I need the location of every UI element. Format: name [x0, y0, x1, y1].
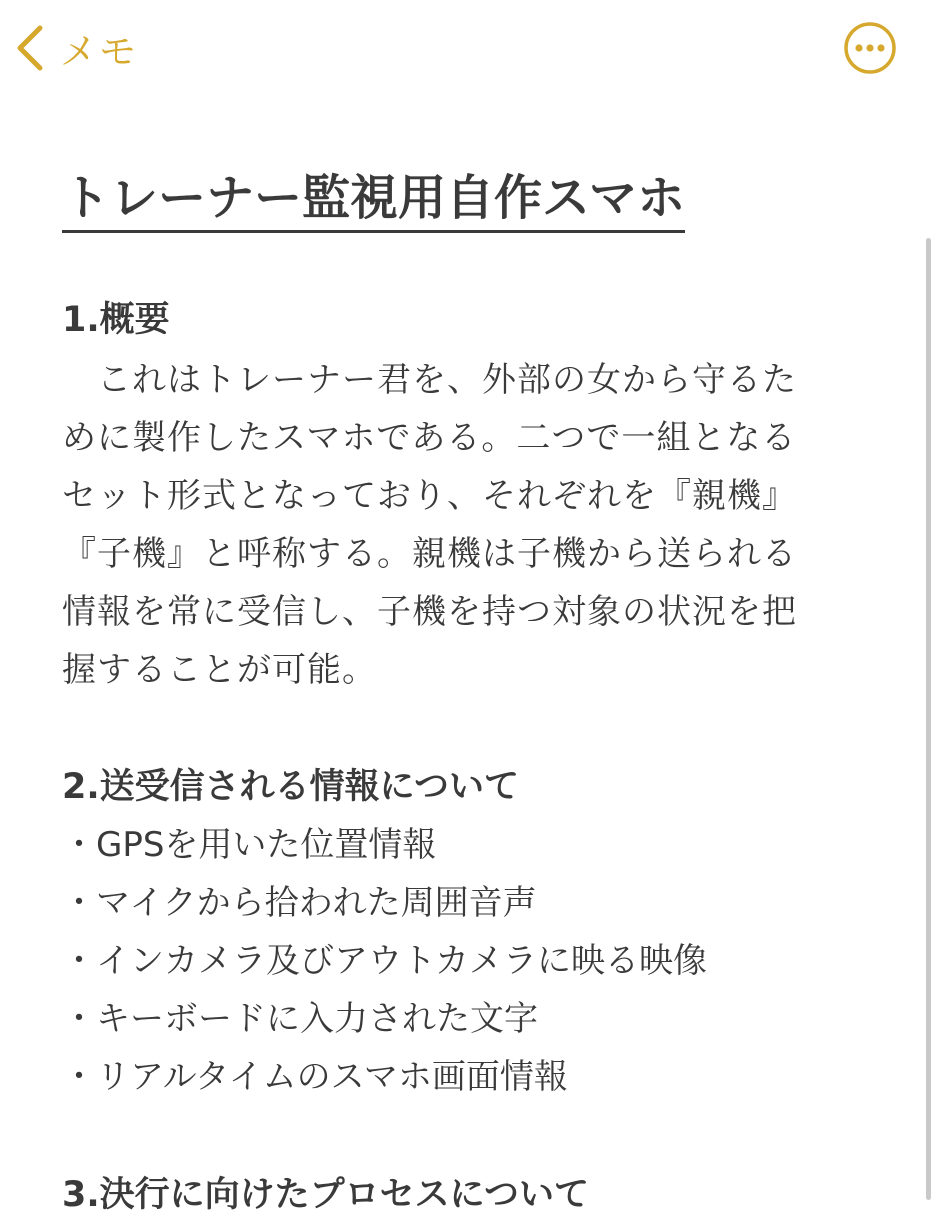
more-circle-icon — [843, 21, 897, 75]
chevron-left-icon — [14, 24, 44, 72]
section-heading-process: 3.決行に向けたプロセスについて — [62, 1175, 589, 1215]
scroll-indicator[interactable] — [926, 238, 931, 1200]
paragraph-line: セット形式となっており、それぞれを『親機』 — [62, 476, 797, 516]
back-label: メモ — [60, 31, 138, 72]
paragraph-line: これはトレーナー君を、外部の女から守るた — [62, 360, 797, 400]
list-item: ・キーボードに入力された文字 — [62, 999, 538, 1039]
paragraph-line: 握することが可能。 — [62, 650, 377, 690]
paragraph-line: めに製作したスマホである。二つで一組となる — [62, 418, 797, 458]
paragraph-line: 『子機』と呼称する。親機は子機から送られる — [62, 534, 797, 574]
list-item: ・マイクから拾われた周囲音声 — [62, 883, 537, 923]
navigation-bar — [0, 0, 938, 100]
section-heading-information: 2.送受信される情報について — [62, 767, 519, 807]
paragraph-line: 情報を常に受信し、子機を持つ対象の状況を把 — [62, 592, 797, 632]
more-options-button[interactable] — [843, 21, 897, 75]
list-item: ・リアルタイムのスマホ画面情報 — [62, 1057, 568, 1097]
section-heading-overview: 1.概要 — [62, 300, 170, 340]
back-button[interactable] — [14, 20, 138, 76]
list-item: ・GPSを用いた位置情報 — [62, 825, 437, 865]
list-item: ・インカメラ及びアウトカメラに映る映像 — [62, 941, 707, 981]
note-title: トレーナー監視用自作スマホ — [62, 166, 685, 233]
